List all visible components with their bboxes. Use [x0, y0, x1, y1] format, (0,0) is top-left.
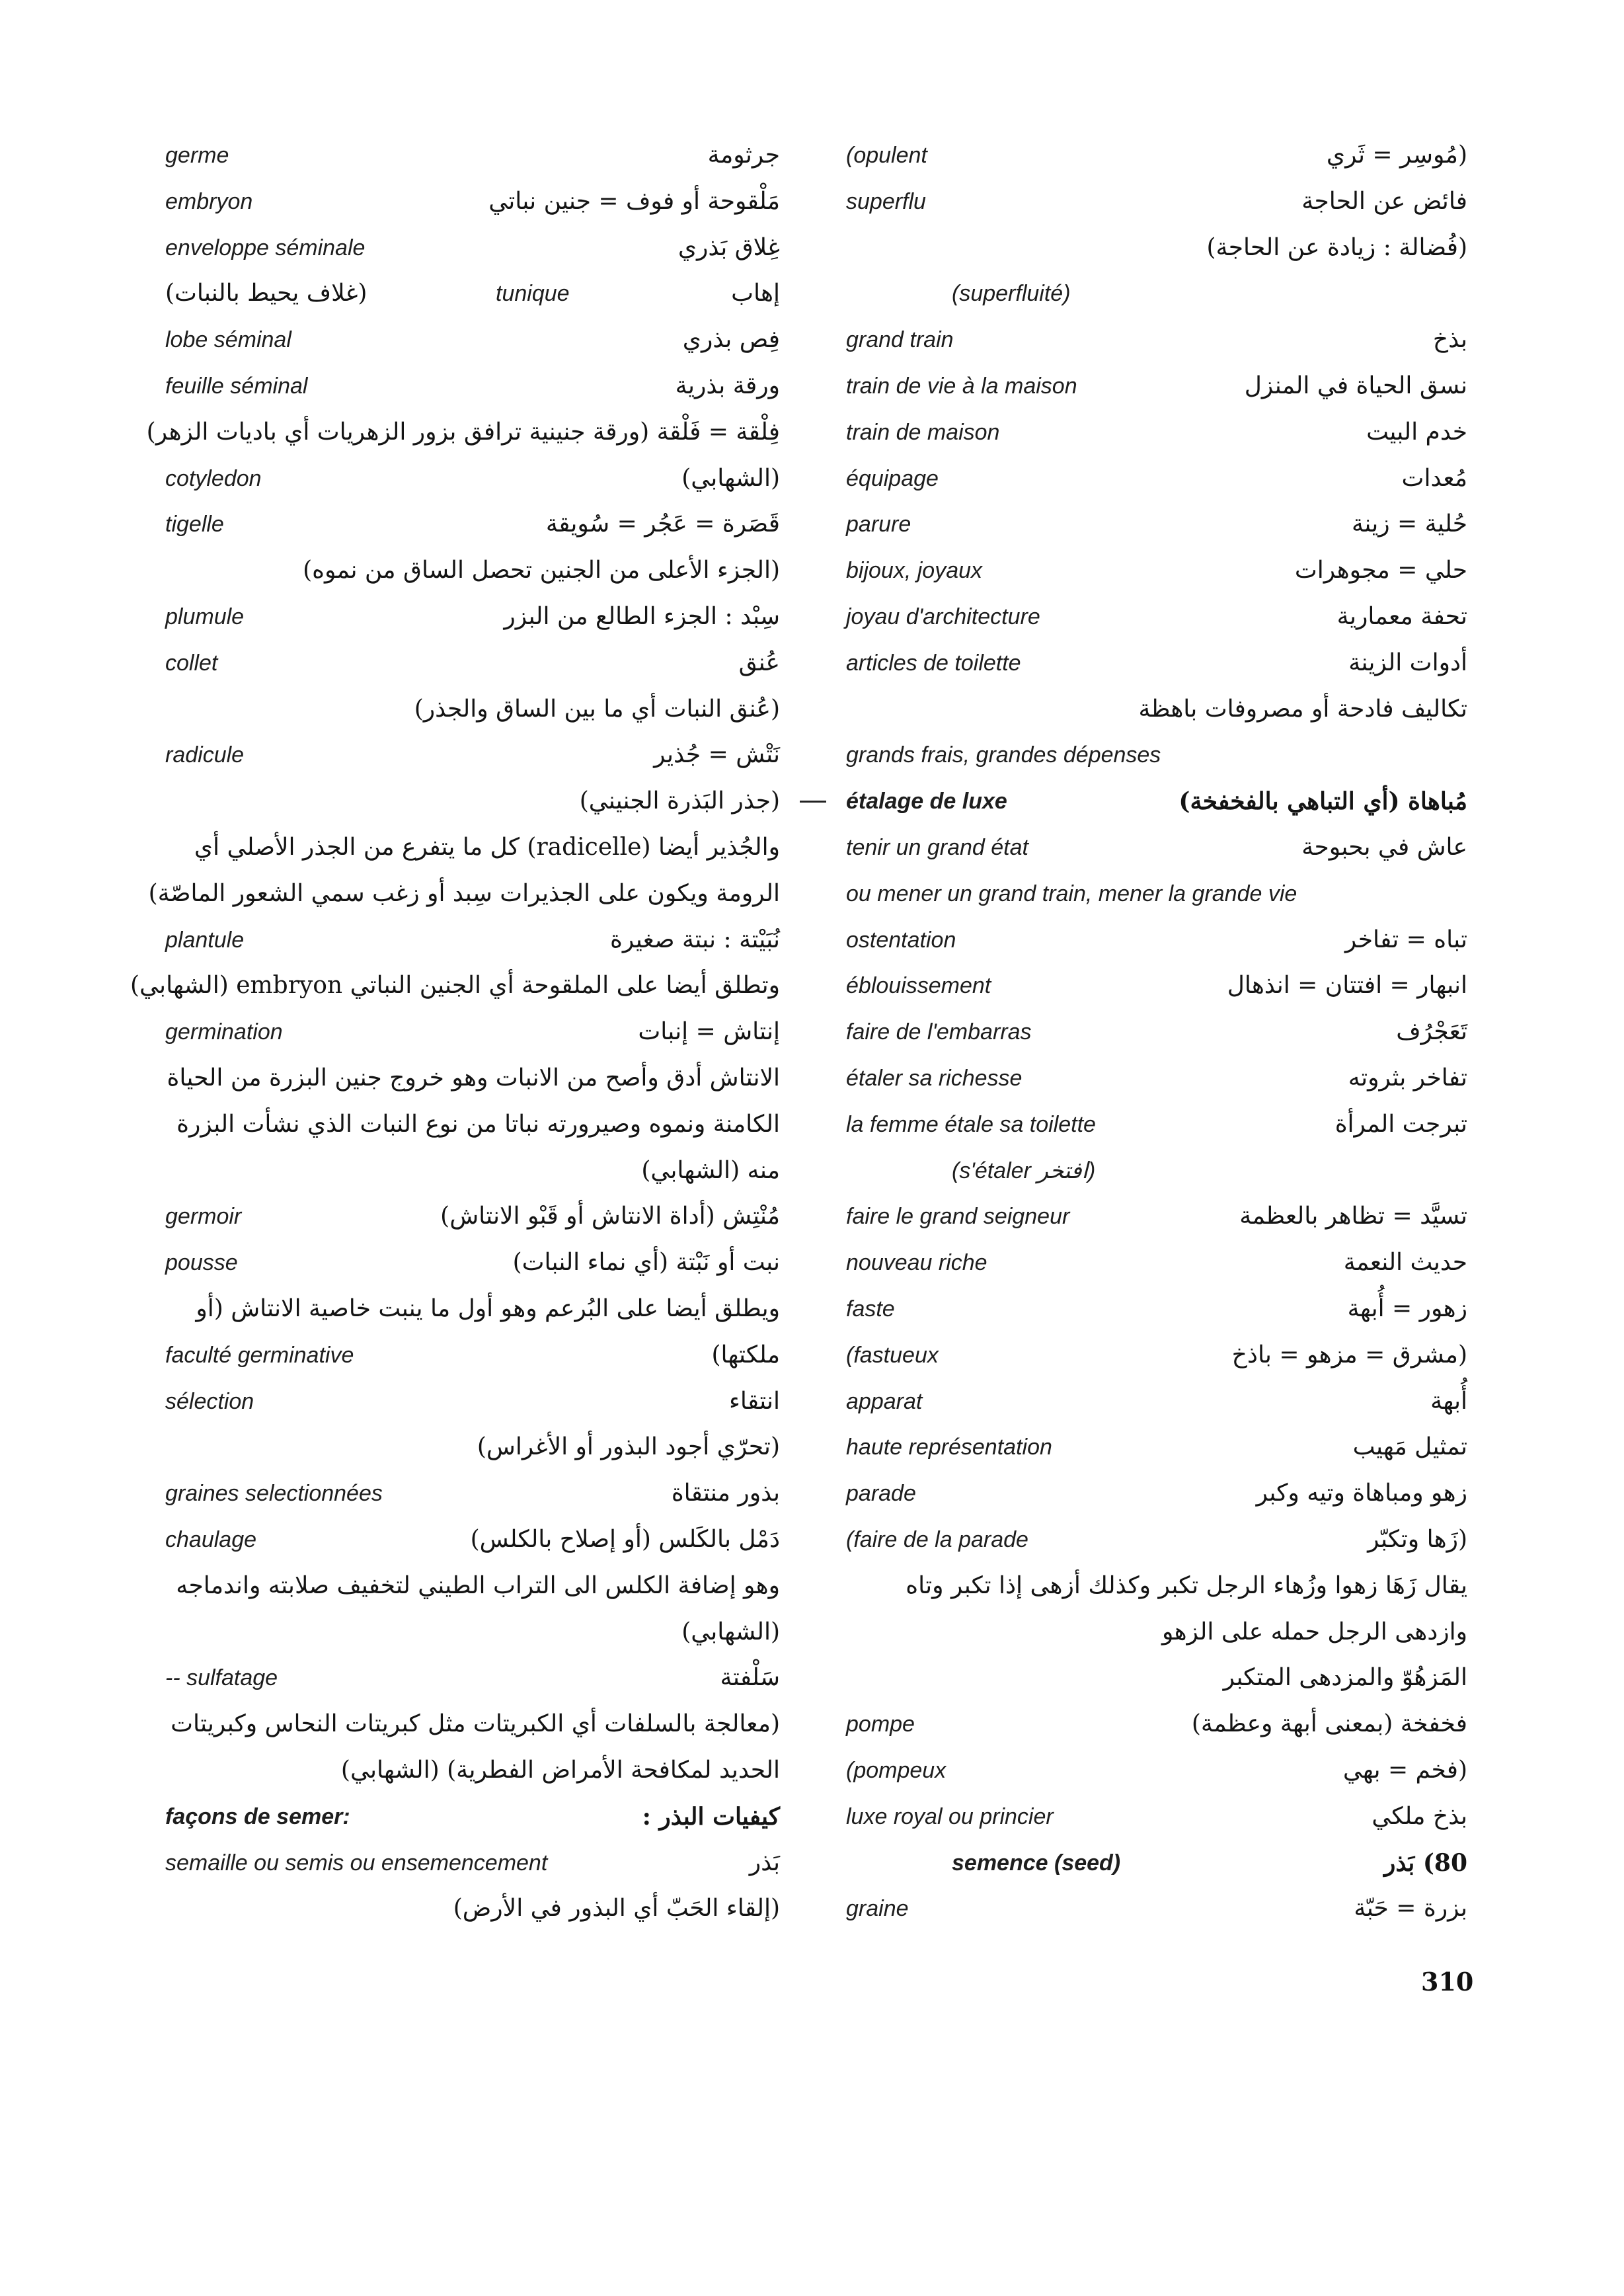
arabic-term: أدوات الزينة: [1348, 649, 1467, 676]
french-term: pompe: [846, 1712, 915, 1737]
french-term: (faire de la parade: [846, 1527, 1028, 1552]
entry-line: [165, 824, 780, 871]
arabic-term: سِبْد : الجزء الطالع من البزر: [504, 603, 780, 630]
arabic-term: والجُذير أيضا (radicelle) كل ما يتفرع من الجذر الأصلي أي: [194, 834, 780, 861]
entry-line: [846, 317, 1467, 363]
arabic-term: الكامنة ونموه وصيرورته نباتا من نوع النبات الذي نشأت البزرة: [176, 1110, 780, 1138]
entry-line: [165, 732, 780, 778]
arabic-term: تحفة معمارية: [1336, 603, 1467, 630]
entry-line: [165, 547, 780, 594]
french-term: grands frais, grandes dépenses: [846, 742, 1161, 768]
arabic-term: بذخ: [1432, 326, 1467, 354]
entry-line: [846, 547, 1467, 594]
inline-term: (superfluité): [952, 281, 1071, 307]
arabic-term: بذور منتقاة: [671, 1480, 780, 1507]
entry-line: [165, 1101, 780, 1148]
french-term: façons de semer:: [165, 1803, 350, 1829]
french-term: articles de toilette: [846, 650, 1021, 676]
french-term: enveloppe séminale: [165, 235, 366, 260]
entry-line: [165, 1240, 780, 1286]
arabic-term: (فُضالة : زيادة عن الحاجة): [1206, 233, 1467, 261]
entry-line: [148, 871, 780, 917]
entry-line: [165, 1055, 780, 1101]
entry-line: [846, 270, 1467, 317]
arabic-term: فِص بذري: [682, 326, 780, 354]
entry-line: [165, 455, 780, 502]
entry-line: [165, 178, 780, 225]
arabic-term: (الجزء الأعلى من الجنين تحصل الساق من نموه): [303, 557, 780, 584]
right-column: [846, 132, 1467, 2116]
arabic-term: (تحرّي أجود البذور أو الأغراس): [477, 1433, 780, 1461]
arabic-term: مُباهاة (أي التباهي بالفخفخة): [1179, 787, 1467, 816]
french-term: faculté germinative: [165, 1342, 354, 1368]
entry-line: [846, 178, 1467, 225]
arabic-term: كيفيات البذر :: [642, 1802, 780, 1831]
arabic-term: 80) بَذر: [1384, 1848, 1467, 1877]
arabic-gloss: (غلاف يحيط بالنبات): [165, 280, 367, 307]
arabic-term: غِلاق بَذري: [677, 233, 780, 261]
entry-line: [846, 1424, 1467, 1470]
french-term: parade: [846, 1481, 916, 1507]
entry-line: [846, 1701, 1467, 1747]
french-term: grand train: [846, 327, 954, 353]
entry-line: [165, 1747, 780, 1794]
entry-line: [165, 1563, 780, 1609]
entry-line: [846, 1840, 1467, 1886]
entry-line: [165, 225, 780, 271]
arabic-term: زهو ومباهاة وتيه وكبر: [1256, 1480, 1467, 1507]
arabic-term: مُنْتِش (أداة الانتاش أو قَبْو الانتاش): [440, 1203, 780, 1230]
french-term: train de vie à la maison: [846, 374, 1077, 399]
entry-line: [846, 1517, 1467, 1563]
arabic-term: الانتاش أدق وأصح من الانبات وهو خروج جنين البزرة من الحياة: [167, 1064, 780, 1091]
entry-line: [165, 778, 780, 824]
arabic-term: وتطلق أيضا على الملقوحة أي الجنين النباتي embryon (الشهابي): [130, 972, 780, 1000]
entry-line: [165, 686, 780, 732]
entry-line: [146, 409, 780, 455]
entry-line: [165, 1840, 780, 1886]
french-term: haute représentation: [846, 1435, 1052, 1460]
arabic-term: أُبهة: [1430, 1387, 1467, 1415]
arabic-term: خدم البيت: [1366, 418, 1467, 446]
arabic-term: تمثيل مَهيب: [1352, 1433, 1467, 1461]
arabic-term: (مُوسِر = ثَري: [1326, 141, 1467, 169]
arabic-term: انبهار = افتتان = انذهال: [1227, 972, 1467, 1000]
inline-term: (s'étaler افتخر): [952, 1158, 1096, 1183]
french-term: superflu: [846, 188, 926, 214]
entry-line: [846, 132, 1467, 178]
inline-term: tunique: [496, 281, 570, 307]
arabic-term: المَزهُوّ والمزدهى المتكبر: [1223, 1664, 1467, 1692]
entry-line: [165, 640, 780, 686]
entry-line: [165, 1885, 780, 1932]
french-term: semaille ou semis ou ensemencement: [165, 1850, 548, 1876]
page-number: 310: [1421, 1967, 1474, 1997]
entry-line: [165, 1470, 780, 1517]
entry-line: [165, 1148, 780, 1194]
entry-line: [165, 1609, 780, 1655]
french-term: -- sulfatage: [165, 1665, 278, 1691]
french-term: équipage: [846, 465, 939, 491]
arabic-term: عاش في بحبوحة: [1301, 834, 1467, 861]
entry-line: [165, 363, 780, 409]
french-term: germination: [165, 1019, 283, 1045]
entry-line: [846, 594, 1467, 640]
french-term: graine: [846, 1896, 909, 1922]
arabic-term: (مشرق = مزهو = باذخ: [1231, 1341, 1467, 1368]
entry-line: [846, 640, 1467, 686]
arabic-term: تَعَجْرُف: [1396, 1018, 1467, 1046]
entry-line: [846, 1378, 1467, 1425]
french-term: graines selectionnées: [165, 1481, 383, 1507]
french-term: chaulage: [165, 1527, 257, 1552]
entry-line: [846, 363, 1467, 409]
entry-line: [165, 594, 780, 640]
arabic-term: حلي = مجوهرات: [1294, 557, 1467, 584]
arabic-term: بَذر: [749, 1848, 780, 1876]
arabic-term: نُبَيْتة : نبتة صغيرة: [610, 926, 780, 953]
arabic-term: تبرجت المرأة: [1334, 1110, 1467, 1138]
arabic-term: (جذر البَذرة الجنيني): [579, 787, 780, 815]
entry-line: [165, 1009, 780, 1055]
arabic-term: فائض عن الحاجة: [1301, 187, 1467, 215]
entry-line: [846, 1009, 1467, 1055]
left-column: [130, 132, 780, 2116]
arabic-term: انتقاء: [729, 1387, 780, 1415]
entry-line: [846, 1747, 1467, 1794]
arabic-term: وهو إضافة الكلس الى التراب الطيني لتخفيف صلابته واندماجه: [176, 1571, 780, 1599]
french-term: radicule: [165, 742, 245, 768]
entry-line: [165, 132, 780, 178]
arabic-term: ويطلق أيضا على البُرعم وهو أول ما ينبت خاصية الانتاش (أو: [196, 1295, 780, 1322]
french-term: bijoux, joyaux: [846, 558, 983, 584]
arabic-term: يقال زَهَا زهوا وزُهاء الرجل تكبر وكذلك أزهى إذا تكبر وتاه: [906, 1571, 1467, 1599]
french-term: embryon: [165, 188, 253, 214]
entry-line: [846, 917, 1467, 963]
entry-line: [846, 1794, 1467, 1840]
french-term: ou mener un grand train, mener la grande vie: [846, 881, 1297, 906]
arabic-term: نسق الحياة في المنزل: [1244, 372, 1467, 399]
arabic-term: تكاليف فادحة أو مصروفات باهظة: [1138, 695, 1467, 723]
arabic-term: إهاب: [731, 280, 780, 307]
arabic-term: الرومة ويكون على الجذيرات سِبد أو زغب سمي الشعور الماصّة): [148, 879, 780, 907]
entry-line: [846, 1148, 1467, 1194]
entry-line: [165, 1193, 780, 1240]
arabic-term: تباه = تفاخر: [1344, 926, 1467, 953]
entry-line: [165, 317, 780, 363]
entry-line: [846, 409, 1467, 455]
entry-line: [846, 1240, 1467, 1286]
entry-line: [846, 1470, 1467, 1517]
entry-line: [165, 1332, 780, 1378]
french-term: nouveau riche: [846, 1250, 987, 1276]
arabic-term: تفاخر بثروته: [1348, 1064, 1467, 1091]
arabic-term: حديث النعمة: [1343, 1249, 1467, 1277]
arabic-term: مَلْقوحة أو فوف = جنين نباتي: [488, 187, 780, 215]
french-term: faire de l'embarras: [846, 1019, 1032, 1045]
entry-line: [165, 501, 780, 547]
entry-line: [165, 1701, 780, 1747]
arabic-term: عُنق: [738, 649, 780, 676]
french-term: apparat: [846, 1388, 923, 1414]
arabic-term: (الشهابي): [681, 464, 780, 492]
french-term: étalage de luxe: [846, 789, 1007, 814]
french-term: luxe royal ou princier: [846, 1803, 1054, 1829]
french-term: sélection: [165, 1388, 254, 1414]
entry-line: [165, 1794, 780, 1840]
entry-line: [165, 1517, 780, 1563]
french-term: joyau d'architecture: [846, 604, 1040, 629]
arabic-term: نَتْش = جُذير: [654, 741, 780, 769]
arabic-term: جرثومة: [707, 141, 780, 169]
french-term: feuille séminal: [165, 374, 308, 399]
arabic-term: نبت أو نَبْتة (أي نماء النبات): [512, 1249, 780, 1277]
arabic-term: ورقة بذرية: [675, 372, 780, 399]
arabic-term: بزرة = حَبّة: [1354, 1895, 1467, 1922]
french-term: plantule: [165, 927, 245, 953]
entry-line: [846, 1609, 1467, 1655]
dash-marker: [800, 801, 826, 803]
french-term: parure: [846, 512, 911, 537]
arabic-term: ملكتها): [711, 1341, 780, 1368]
french-term: (pompeux: [846, 1758, 947, 1783]
french-term: faste: [846, 1296, 895, 1322]
entry-line: [846, 732, 1467, 778]
french-term: collet: [165, 650, 218, 676]
arabic-term: دَمْل بالكَلس (أو إصلاح بالكلس): [470, 1526, 780, 1553]
entry-line: [846, 1332, 1467, 1378]
arabic-term: (إلقاء الحَبّ أي البذور في الأرض): [453, 1895, 780, 1922]
french-term: ostentation: [846, 927, 956, 953]
french-term: faire le grand seigneur: [846, 1204, 1070, 1230]
entry-line: [846, 1655, 1467, 1701]
arabic-term: إنتاش = إنبات: [638, 1018, 780, 1046]
french-term: étaler sa richesse: [846, 1066, 1023, 1091]
french-term: éblouissement: [846, 973, 991, 999]
entry-line: [165, 1655, 780, 1701]
entry-line: [846, 1193, 1467, 1240]
french-term: germoir: [165, 1204, 242, 1230]
arabic-term: قَصَرة = عَجُر = سُويقة: [545, 510, 780, 538]
arabic-term: (معالجة بالسلفات أي الكبريتات مثل كبريتات النحاس وكبريتات: [171, 1710, 780, 1738]
arabic-term: فِلْقة = فَلْقة (ورقة جنينية ترافق بزور الزهريات أي باديات الزهر): [146, 418, 780, 446]
arabic-term: (عُنق النبات أي ما بين الساق والجذر): [414, 695, 780, 723]
french-term: (opulent: [846, 143, 927, 168]
french-term: tigelle: [165, 512, 224, 537]
french-term: la femme étale sa toilette: [846, 1111, 1096, 1137]
entry-line: [846, 778, 1467, 824]
arabic-term: الحديد لمكافحة الأمراض الفطرية) (الشهابي): [340, 1757, 780, 1784]
arabic-term: زهور = أُبهة: [1347, 1295, 1467, 1322]
entry-line: [846, 871, 1467, 917]
entry-line: [165, 270, 780, 317]
arabic-term: فخفخة (بمعنى أبهة وعظمة): [1191, 1710, 1467, 1738]
arabic-term: (الشهابي): [681, 1618, 780, 1645]
french-term: tenir un grand état: [846, 835, 1028, 860]
arabic-term: تسيَّد = تظاهر بالعظمة: [1239, 1203, 1467, 1230]
arabic-term: حُلية = زينة: [1352, 510, 1467, 538]
entry-line: [165, 1378, 780, 1425]
inline-term: semence (seed): [952, 1850, 1121, 1876]
french-term: plumule: [165, 604, 245, 629]
entry-line: [846, 225, 1467, 271]
arabic-term: وازدهى الرجل حمله على الزهو: [1161, 1618, 1467, 1645]
entry-line: [846, 963, 1467, 1009]
arabic-term: سَلْفتة: [720, 1664, 780, 1692]
entry-line: [846, 686, 1467, 732]
french-term: germe: [165, 143, 229, 168]
entry-line: [846, 1885, 1467, 1932]
french-term: (fastueux: [846, 1342, 939, 1368]
french-term: pousse: [165, 1250, 238, 1276]
french-term: train de maison: [846, 419, 1000, 445]
entry-line: [130, 963, 780, 1009]
entry-line: [165, 917, 780, 963]
french-term: lobe séminal: [165, 327, 291, 353]
arabic-term: منه (الشهابي): [641, 1156, 780, 1184]
entry-line: [846, 824, 1467, 871]
entry-line: [165, 1286, 780, 1332]
entry-line: [846, 1286, 1467, 1332]
arabic-term: مُعدات: [1401, 464, 1467, 492]
entry-line: [846, 501, 1467, 547]
french-term: cotyledon: [165, 465, 262, 491]
arabic-term: (فخم = بهي: [1342, 1757, 1467, 1784]
arabic-term: (زَها وتكبّر: [1368, 1526, 1467, 1553]
entry-line: [846, 1101, 1467, 1148]
entry-line: [846, 1055, 1467, 1101]
entry-line: [846, 455, 1467, 502]
entry-line: [165, 1424, 780, 1470]
entry-line: [846, 1563, 1467, 1609]
arabic-term: بذخ ملكي: [1372, 1802, 1467, 1830]
